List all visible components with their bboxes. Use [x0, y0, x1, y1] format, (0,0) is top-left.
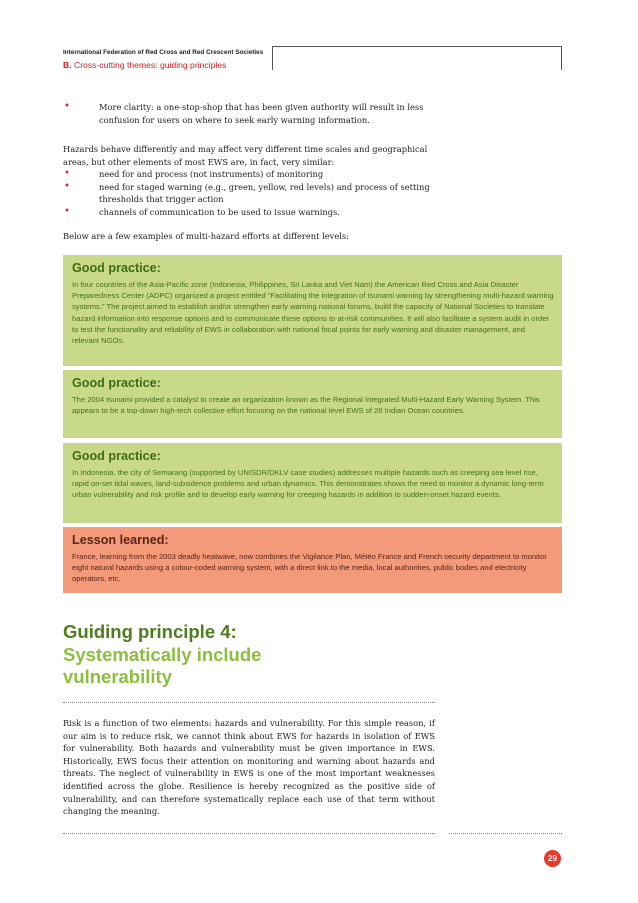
- box-title: Good practice:: [72, 449, 161, 463]
- good-practice-box-3: [63, 443, 562, 523]
- bullet-icon: •: [64, 101, 70, 112]
- box-text: In four countries of the Asia-Pacific zone (Indonesia, Philippines, Sri Lanka and Viet Nam) the American Red Cross and Asia Disaster Preparedness Center (ADPC) organized a project entitled “Facilitating the integration of tsunami warning by strengthening multi-hazard warning systems.” The project aimed to establish and/or strengthen early warning national forums, build the capacity of National Societies to translate hazard information into response options and to communicate these options to at-risk communities. It will also facilitate a system audit in order to test the functionality and reliability of EWS in collaboration with national focal points for early warning and disaster management, and relevant NGOs.: [72, 280, 554, 346]
- bullet-icon: •: [64, 205, 70, 217]
- bullet-icon: •: [64, 168, 70, 179]
- good-practice-box-1: [63, 255, 562, 366]
- section-title: Cross-cutting themes: guiding principles: [73, 60, 227, 70]
- list-item: • need for staged warning (e.g., green, yellow, red levels) and process of setting thresholds that trigger action: [64, 180, 430, 205]
- header-rule-left: [272, 46, 273, 70]
- section-letter: B.: [63, 60, 72, 70]
- hazards-paragraph: Hazards behave differently and may affect very different time scales and geographical areas, but other elements of most EWS are, in fact, very similar:: [63, 144, 428, 167]
- box-text: France, learning from the 2003 deadly heatwave, now combines the Vigilance Plan, Météo France and French security department to monitor eight natural hazards using a colour-coded warning system, with a direct link to the media, local authorities, public bodies and electricity operators, etc.: [72, 552, 547, 584]
- guiding-principle-title-line2: vulnerability: [63, 666, 172, 687]
- box-title: Good practice:: [72, 376, 161, 390]
- box-title: Lesson learned:: [72, 533, 169, 547]
- intro-bullet-list: [63, 101, 435, 126]
- bullet-icon: •: [64, 180, 70, 192]
- guiding-principle-number: Guiding principle 4:: [63, 621, 237, 642]
- header-rule: [272, 46, 562, 47]
- list-item: • channels of communication to be used to issue warnings.: [64, 205, 340, 217]
- heading-divider: [63, 702, 435, 703]
- list-item: • need for and process (not instruments) of monitoring: [64, 168, 324, 179]
- good-practice-box-2: [63, 370, 562, 438]
- lesson-learned-box: [63, 527, 562, 593]
- box-text: The 2004 tsunami provided a catalyst to create an organization known as the Regional Integrated Multi-Hazard Early Warning System. This appears to be a top-down high-tech collective effort focusing on the national level EWS of 26 Indian Ocean countries.: [72, 395, 540, 416]
- section-heading: [63, 60, 226, 70]
- hazard-bullet-list: [63, 168, 435, 218]
- list-item: • More clarity: a one-stop-shop that has been given authority will result in less confusion for users on where to seek early warning information.: [64, 101, 424, 125]
- header-rule-right: [561, 46, 562, 70]
- footer-divider-left: [63, 833, 435, 834]
- examples-intro: Below are a few examples of multi-hazard efforts at different levels:: [63, 231, 349, 241]
- box-title: Good practice:: [72, 261, 161, 275]
- guiding-principle-heading: [63, 621, 261, 689]
- guiding-principle-title-line1: Systematically include: [63, 643, 262, 665]
- page-number-badge: 29: [544, 850, 561, 867]
- risk-paragraph: Risk is a function of two elements: hazards and vulnerability. For this simple reason, if our aim is to reduce risk, we cannot think about EWS for hazards in isolation of EWS for vulnerability. Both hazards and vulnerability must be given importance in EWS. Historically, EWS focus their attention on monitoring and warning about hazards and threats. The neglect of vulnerability in EWS is one of the most important weaknesses identified across the globe. Resilience is hereby recognized as the positive side of vulnerability, and can therefore systematically replace each use of that term without changing the meaning.: [63, 718, 435, 817]
- footer-divider-right: [449, 833, 562, 834]
- organization-name: International Federation of Red Cross and Red Crescent Societies: [63, 49, 264, 56]
- box-text: In Indonesia, the city of Semarang (supported by UNISDR/DKLV case studies) addresses multiple hazards such as creeping sea level rise, rapid on-set tidal waves, land-subsidence problems and urban dynamics. This demonstrates shows the need to monitor a dynamic long-term urban vulnerability and risk profile and to develop early warning for creeping hazards in addition to sudden-onset hazard events.: [72, 468, 544, 500]
